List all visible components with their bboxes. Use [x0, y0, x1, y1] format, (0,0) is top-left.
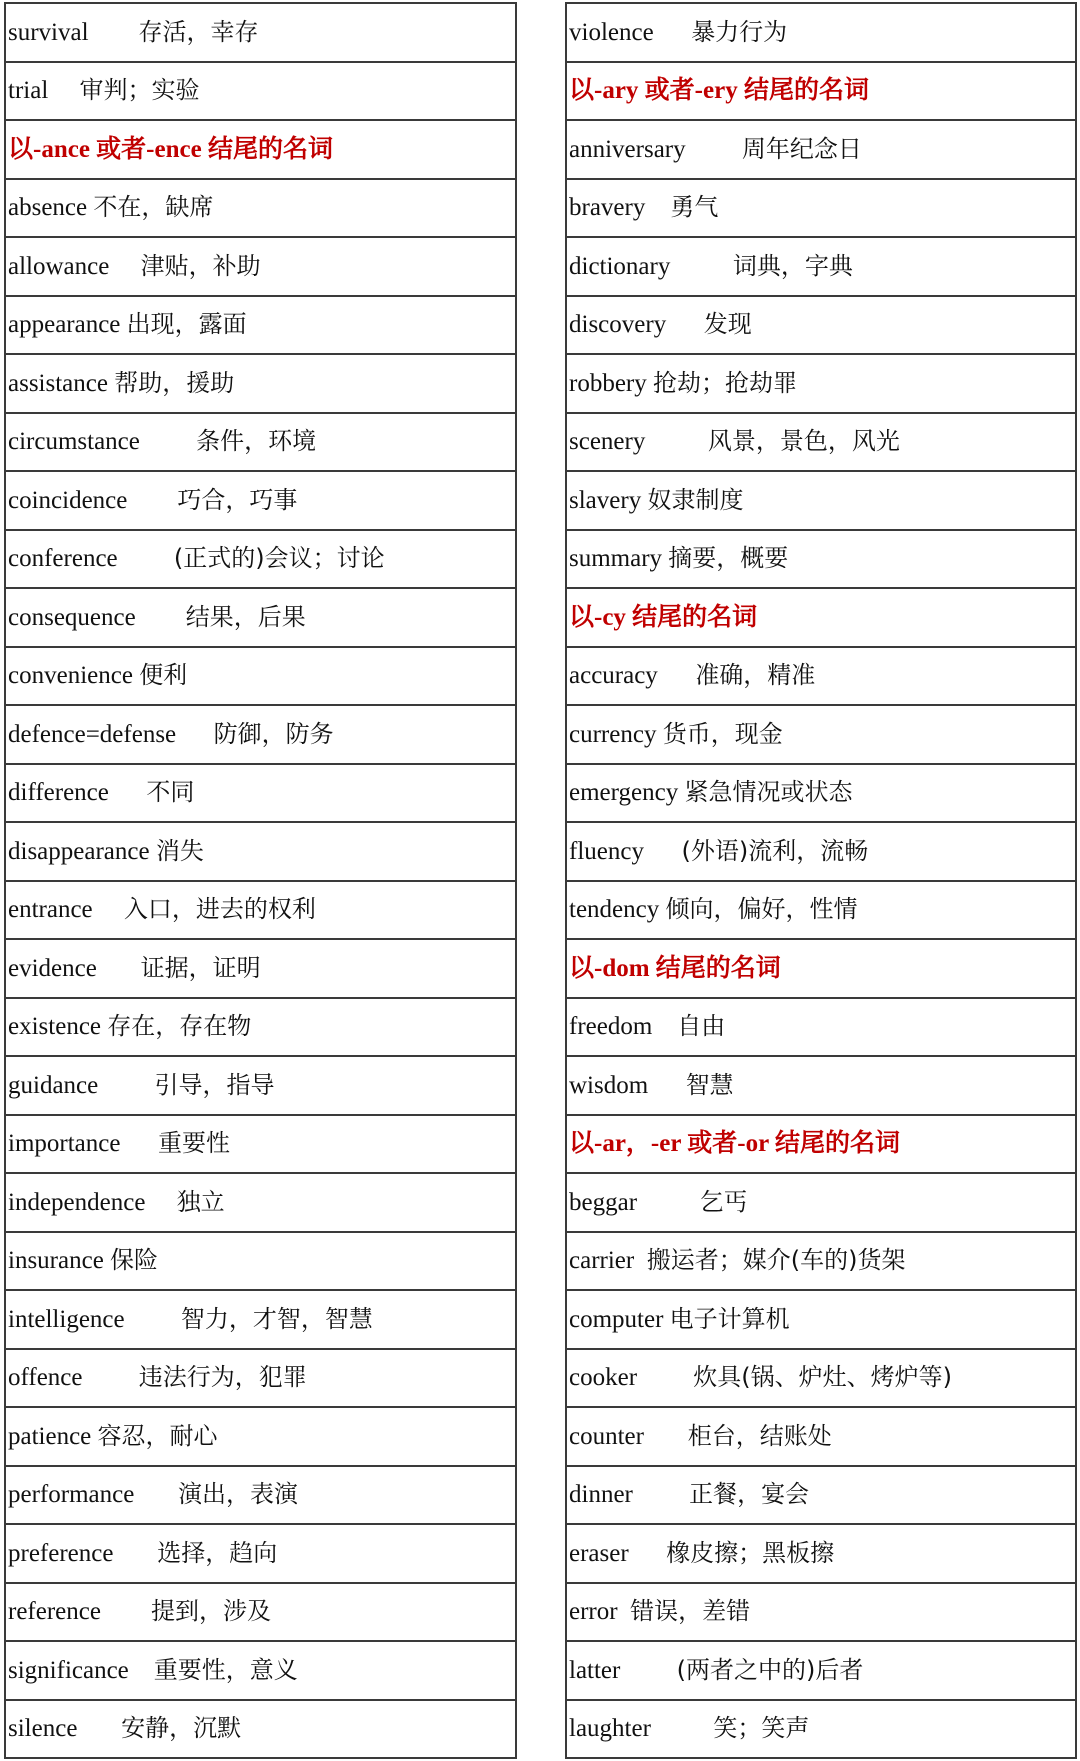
vocab-row — [5, 1232, 516, 1291]
vocab-word: independence — [8, 1188, 146, 1216]
vocab-meaning: 不同 — [146, 778, 195, 807]
vocab-word: dinner — [569, 1481, 633, 1509]
vocab-gap — [89, 19, 139, 46]
vocab-meaning: 存在，存在物 — [107, 1012, 252, 1041]
vocab-cell — [5, 471, 516, 530]
vocab-meaning: 智慧 — [685, 1070, 734, 1099]
vocab-row — [5, 1524, 516, 1583]
vocab-row — [5, 1290, 516, 1349]
vocab-gap — [134, 1481, 178, 1508]
vocab-meaning: (外语)流利，流畅 — [681, 836, 869, 865]
vocab-cell — [5, 1290, 516, 1349]
right-vocab-table — [565, 2, 1077, 1759]
vocab-cell — [566, 1349, 1076, 1408]
vocab-cell — [566, 1173, 1076, 1232]
section-heading-row — [566, 939, 1076, 998]
vocab-meaning: 柜台，结账处 — [687, 1421, 832, 1450]
vocab-gap — [129, 1657, 154, 1684]
vocab-word: summary — [569, 545, 663, 573]
vocab-row — [5, 822, 516, 881]
vocab-gap — [48, 77, 79, 104]
vocab-cell — [5, 62, 516, 121]
vocab-meaning: 准确，精准 — [695, 661, 816, 690]
vocab-word: violence — [569, 18, 654, 46]
vocab-row — [5, 413, 516, 472]
vocab-meaning: 容忍，耐心 — [97, 1421, 218, 1450]
vocab-meaning: 乞丐 — [699, 1187, 748, 1216]
vocab-gap — [637, 1364, 693, 1391]
vocab-word: difference — [8, 779, 109, 807]
vocab-cell — [5, 1115, 516, 1174]
vocab-cell — [5, 1641, 516, 1700]
vocab-gap — [652, 1013, 677, 1040]
vocab-cell — [566, 1466, 1076, 1525]
vocab-word: survival — [8, 18, 89, 46]
vocab-row — [566, 1583, 1076, 1642]
section-heading-text: 以-ar，-er 或者-or 结尾的名词 — [569, 1130, 900, 1158]
vocab-cell — [566, 237, 1076, 296]
section-heading-text: 以-ance 或者-ence 结尾的名词 — [8, 135, 333, 163]
vocab-word: importance — [8, 1130, 121, 1158]
vocab-word: absence — [8, 194, 88, 222]
vocab-row — [5, 1349, 516, 1408]
vocab-row — [5, 530, 516, 589]
vocab-cell — [5, 296, 516, 355]
vocab-gap — [77, 1715, 121, 1742]
vocab-gap — [140, 428, 196, 455]
vocab-meaning: 抢劫；抢劫罪 — [653, 368, 797, 397]
vocab-meaning: 证据，证明 — [140, 953, 261, 982]
vocab-cell — [566, 822, 1076, 881]
vocab-meaning: 便利 — [139, 661, 188, 690]
section-heading-text: 以-cy 结尾的名词 — [569, 603, 758, 631]
vocab-word: conference — [8, 545, 118, 573]
vocab-meaning: 重要性，意义 — [153, 1655, 298, 1684]
vocab-row — [5, 296, 516, 355]
vocab-row — [566, 881, 1076, 940]
vocab-cell — [5, 1349, 516, 1408]
vocab-meaning: 津贴，补助 — [140, 251, 261, 280]
vocab-word: significance — [8, 1656, 129, 1684]
vocab-meaning: 违法行为，犯罪 — [138, 1363, 307, 1392]
vocab-row — [5, 1056, 516, 1115]
section-heading-text: 以-dom 结尾的名词 — [569, 954, 781, 982]
vocab-word: error — [569, 1598, 618, 1626]
vocab-word: convenience — [8, 662, 133, 690]
vocab-word: fluency — [569, 837, 644, 865]
vocab-row — [566, 296, 1076, 355]
section-heading-row — [5, 120, 516, 179]
vocab-word: allowance — [8, 252, 110, 280]
vocab-cell — [566, 1407, 1076, 1466]
vocab-word: latter — [569, 1656, 621, 1684]
vocab-meaning: 风景，景色，风光 — [707, 427, 900, 456]
vocab-row — [5, 764, 516, 823]
vocab-cell — [566, 413, 1076, 472]
section-heading — [566, 588, 1076, 647]
vocab-meaning: 独立 — [176, 1187, 225, 1216]
vocab-word: patience — [8, 1422, 92, 1450]
vocab-cell — [566, 1583, 1076, 1642]
vocab-cell — [566, 1700, 1076, 1759]
section-heading — [5, 120, 516, 179]
vocab-word: robbery — [569, 369, 647, 397]
vocab-word: freedom — [569, 1013, 653, 1041]
vocab-row — [566, 237, 1076, 296]
vocab-cell — [5, 705, 516, 764]
vocab-row — [5, 1173, 516, 1232]
vocab-cell — [5, 3, 516, 62]
vocab-gap — [125, 1306, 181, 1333]
vocab-cell — [566, 705, 1076, 764]
vocab-meaning: (正式的)会议；讨论 — [173, 544, 385, 573]
vocab-gap — [686, 136, 742, 163]
vocab-gap — [666, 311, 704, 338]
vocab-row — [5, 1407, 516, 1466]
vocab-word: insurance — [8, 1247, 104, 1275]
vocab-word: preference — [8, 1539, 114, 1567]
vocab-cell — [5, 588, 516, 647]
vocab-meaning: 防御，防务 — [213, 719, 334, 748]
vocab-cell — [5, 647, 516, 706]
vocab-word: currency — [569, 720, 657, 748]
vocab-row — [5, 1115, 516, 1174]
vocab-row — [566, 354, 1076, 413]
vocab-cell — [5, 530, 516, 589]
vocab-meaning: 帮助，援助 — [114, 368, 235, 397]
vocab-row — [566, 3, 1076, 62]
vocab-meaning: 保险 — [110, 1246, 159, 1275]
vocab-cell — [5, 764, 516, 823]
vocab-row — [566, 1641, 1076, 1700]
vocab-cell — [5, 1524, 516, 1583]
vocab-row — [566, 764, 1076, 823]
vocab-gap — [83, 1364, 139, 1391]
vocab-meaning: 重要性 — [157, 1129, 230, 1158]
vocab-row — [5, 179, 516, 238]
vocab-cell — [566, 764, 1076, 823]
vocab-gap — [145, 1189, 176, 1216]
vocab-row — [566, 705, 1076, 764]
vocab-cell — [566, 881, 1076, 940]
vocab-word: bravery — [569, 194, 646, 222]
vocab-cell — [5, 998, 516, 1057]
vocab-row — [566, 822, 1076, 881]
vocab-word: cooker — [569, 1364, 638, 1392]
vocab-meaning: 安静，沉默 — [121, 1714, 242, 1743]
vocab-row — [566, 1232, 1076, 1291]
vocab-row — [566, 1524, 1076, 1583]
vocab-cell — [566, 120, 1076, 179]
vocab-cell — [5, 179, 516, 238]
vocab-row — [566, 1349, 1076, 1408]
vocab-meaning: 正餐，宴会 — [689, 1480, 810, 1509]
vocab-meaning: 词典，字典 — [732, 251, 853, 280]
vocab-meaning: 自由 — [677, 1012, 726, 1041]
vocab-row — [566, 647, 1076, 706]
vocab-meaning: 奴隶制度 — [647, 485, 744, 514]
vocab-row — [566, 120, 1076, 179]
vocab-meaning: 存活，幸存 — [138, 17, 259, 46]
vocab-word: emergency — [569, 779, 679, 807]
vocab-cell — [5, 1232, 516, 1291]
vocab-row — [566, 998, 1076, 1057]
vocab-meaning: 选择，趋向 — [157, 1538, 278, 1567]
vocab-gap — [109, 253, 140, 280]
vocab-cell — [566, 354, 1076, 413]
vocab-cell — [5, 881, 516, 940]
vocab-word: existence — [8, 1013, 102, 1041]
vocab-gap — [618, 1598, 631, 1625]
vocab-row — [566, 471, 1076, 530]
vocab-cell — [566, 530, 1076, 589]
vocab-meaning: 巧合，巧事 — [177, 485, 298, 514]
vocab-row — [566, 1700, 1076, 1759]
vocab-cell — [566, 1524, 1076, 1583]
vocab-cell — [5, 1056, 516, 1115]
vocab-cell — [5, 1173, 516, 1232]
vocab-word: wisdom — [569, 1071, 649, 1099]
vocab-word: silence — [8, 1715, 78, 1743]
vocab-word: guidance — [8, 1071, 99, 1099]
vocab-row — [566, 1173, 1076, 1232]
vocab-word: carrier — [569, 1247, 635, 1275]
vocab-row — [566, 1056, 1076, 1115]
vocab-word: computer — [569, 1305, 664, 1333]
vocab-meaning: 笑；笑声 — [713, 1714, 810, 1743]
vocab-word: assistance — [8, 369, 108, 397]
vocab-cell — [566, 296, 1076, 355]
vocab-gap — [109, 779, 147, 806]
vocab-row — [5, 998, 516, 1057]
vocab-meaning: 出现，露面 — [126, 310, 247, 339]
vocab-gap — [620, 1657, 676, 1684]
vocab-word: dictionary — [569, 252, 671, 280]
vocab-row — [5, 1583, 516, 1642]
vocab-row — [5, 471, 516, 530]
vocab-gap — [93, 896, 124, 923]
left-vocab-table — [4, 2, 517, 1759]
vocab-meaning: 发现 — [703, 310, 752, 339]
vocab-row — [5, 939, 516, 998]
vocab-cell — [566, 179, 1076, 238]
vocab-word: disappearance — [8, 837, 150, 865]
vocab-meaning: 暴力行为 — [691, 17, 788, 46]
vocab-gap — [645, 428, 708, 455]
vocab-meaning: 条件，环境 — [196, 427, 317, 456]
vocab-gap — [654, 19, 692, 46]
vocab-gap — [118, 545, 174, 572]
vocab-cell — [566, 1641, 1076, 1700]
vocab-word: trial — [8, 77, 49, 105]
vocab-gap — [176, 721, 214, 748]
vocab-word: discovery — [569, 311, 667, 339]
vocab-gap — [644, 838, 682, 865]
vocab-word: reference — [8, 1598, 101, 1626]
section-heading-row — [566, 62, 1076, 121]
vocab-cell — [566, 1232, 1076, 1291]
vocab-cell — [5, 1407, 516, 1466]
vocab-meaning: 演出，表演 — [178, 1480, 299, 1509]
vocab-gap — [645, 194, 670, 221]
vocab-row — [566, 1290, 1076, 1349]
vocab-meaning: 周年纪念日 — [741, 134, 862, 163]
vocab-gap — [97, 955, 141, 982]
vocab-word: performance — [8, 1481, 135, 1509]
vocab-word: circumstance — [8, 428, 140, 456]
vocab-gap — [136, 604, 186, 631]
vocab-cell — [5, 354, 516, 413]
vocab-gap — [658, 662, 696, 689]
vocab-gap — [648, 1072, 686, 1099]
vocab-row — [5, 3, 516, 62]
vocab-row — [566, 1407, 1076, 1466]
vocab-gap — [633, 1481, 689, 1508]
vocab-word: intelligence — [8, 1305, 125, 1333]
vocab-meaning: 炊具(锅、炉灶、烤炉等) — [693, 1363, 953, 1392]
vocab-meaning: 结果，后果 — [185, 602, 306, 631]
vocab-row — [5, 881, 516, 940]
section-heading-text: 以-ary 或者-ery 结尾的名词 — [569, 77, 869, 105]
vocab-word: coincidence — [8, 486, 128, 514]
vocab-word: consequence — [8, 603, 136, 631]
right-vocab-body — [566, 3, 1076, 1758]
section-heading — [566, 62, 1076, 121]
vocab-meaning: 错误，差错 — [630, 1597, 751, 1626]
vocab-meaning: 倾向，偏好，性情 — [665, 895, 858, 924]
section-heading — [566, 1115, 1076, 1174]
vocab-cell — [566, 1290, 1076, 1349]
vocab-cell — [5, 237, 516, 296]
vocab-gap — [637, 1189, 700, 1216]
vocab-meaning: 审判；实验 — [79, 76, 200, 105]
vocab-word: counter — [569, 1422, 644, 1450]
vocab-meaning: 智力，才智，智慧 — [180, 1304, 373, 1333]
vocab-word: tendency — [569, 896, 660, 924]
vocab-row — [566, 413, 1076, 472]
vocab-cell — [5, 939, 516, 998]
vocab-gap — [651, 1715, 714, 1742]
vocab-row — [5, 62, 516, 121]
vocab-meaning: 搬运者；媒介(车的)货架 — [646, 1246, 906, 1275]
vocab-gap — [113, 1540, 157, 1567]
vocab-gap — [120, 1130, 158, 1157]
vocab-gap — [629, 1540, 667, 1567]
vocab-gap — [634, 1247, 647, 1274]
vocab-meaning: (两者之中的)后者 — [676, 1655, 864, 1684]
vocab-row — [566, 530, 1076, 589]
vocab-meaning: 货币，现金 — [662, 719, 783, 748]
vocab-gap — [101, 1598, 151, 1625]
vocab-word: defence=defense — [8, 720, 177, 748]
vocab-row — [566, 179, 1076, 238]
vocab-cell — [566, 1056, 1076, 1115]
vocab-row — [566, 1466, 1076, 1525]
vocab-cell — [5, 1583, 516, 1642]
vocab-word: anniversary — [569, 135, 686, 163]
vocab-gap — [670, 253, 733, 280]
vocab-meaning: 引导，指导 — [154, 1070, 275, 1099]
vocab-row — [5, 1700, 516, 1759]
left-vocab-body — [5, 3, 516, 1758]
vocab-meaning: 不在，缺席 — [93, 193, 214, 222]
vocab-meaning: 橡皮擦；黑板擦 — [666, 1538, 835, 1567]
vocab-row — [5, 588, 516, 647]
vocab-meaning: 入口，进去的权利 — [123, 895, 316, 924]
vocab-meaning: 摘要，概要 — [668, 544, 789, 573]
vocab-word: evidence — [8, 954, 97, 982]
vocab-word: laughter — [569, 1715, 651, 1743]
vocab-row — [5, 647, 516, 706]
vocab-word: offence — [8, 1364, 83, 1392]
vocab-meaning: 紧急情况或状态 — [684, 778, 853, 807]
vocab-row — [5, 237, 516, 296]
vocab-cell — [566, 647, 1076, 706]
vocab-cell — [5, 822, 516, 881]
vocab-word: accuracy — [569, 662, 658, 690]
section-heading-row — [566, 1115, 1076, 1174]
vocab-row — [5, 1641, 516, 1700]
vocab-word: appearance — [8, 311, 121, 339]
vocab-word: eraser — [569, 1539, 629, 1567]
vocab-gap — [127, 487, 177, 514]
vocab-cell — [566, 998, 1076, 1057]
vocab-word: beggar — [569, 1188, 638, 1216]
section-heading-row — [566, 588, 1076, 647]
vocab-cell — [566, 471, 1076, 530]
vocab-cell — [5, 1700, 516, 1759]
vocab-word: slavery — [569, 486, 642, 514]
vocab-meaning: 勇气 — [670, 193, 719, 222]
vocab-gap — [98, 1072, 154, 1099]
vocab-word: scenery — [569, 428, 646, 456]
vocab-row — [5, 354, 516, 413]
section-heading — [566, 939, 1076, 998]
vocab-row — [5, 705, 516, 764]
vocab-word: entrance — [8, 896, 93, 924]
vocab-cell — [5, 413, 516, 472]
vocab-meaning: 消失 — [155, 836, 204, 865]
vocab-row — [5, 1466, 516, 1525]
vocab-meaning: 提到，涉及 — [150, 1597, 271, 1626]
vocab-gap — [644, 1423, 688, 1450]
vocab-meaning: 电子计算机 — [669, 1304, 790, 1333]
vocab-cell — [566, 3, 1076, 62]
vocab-cell — [5, 1466, 516, 1525]
